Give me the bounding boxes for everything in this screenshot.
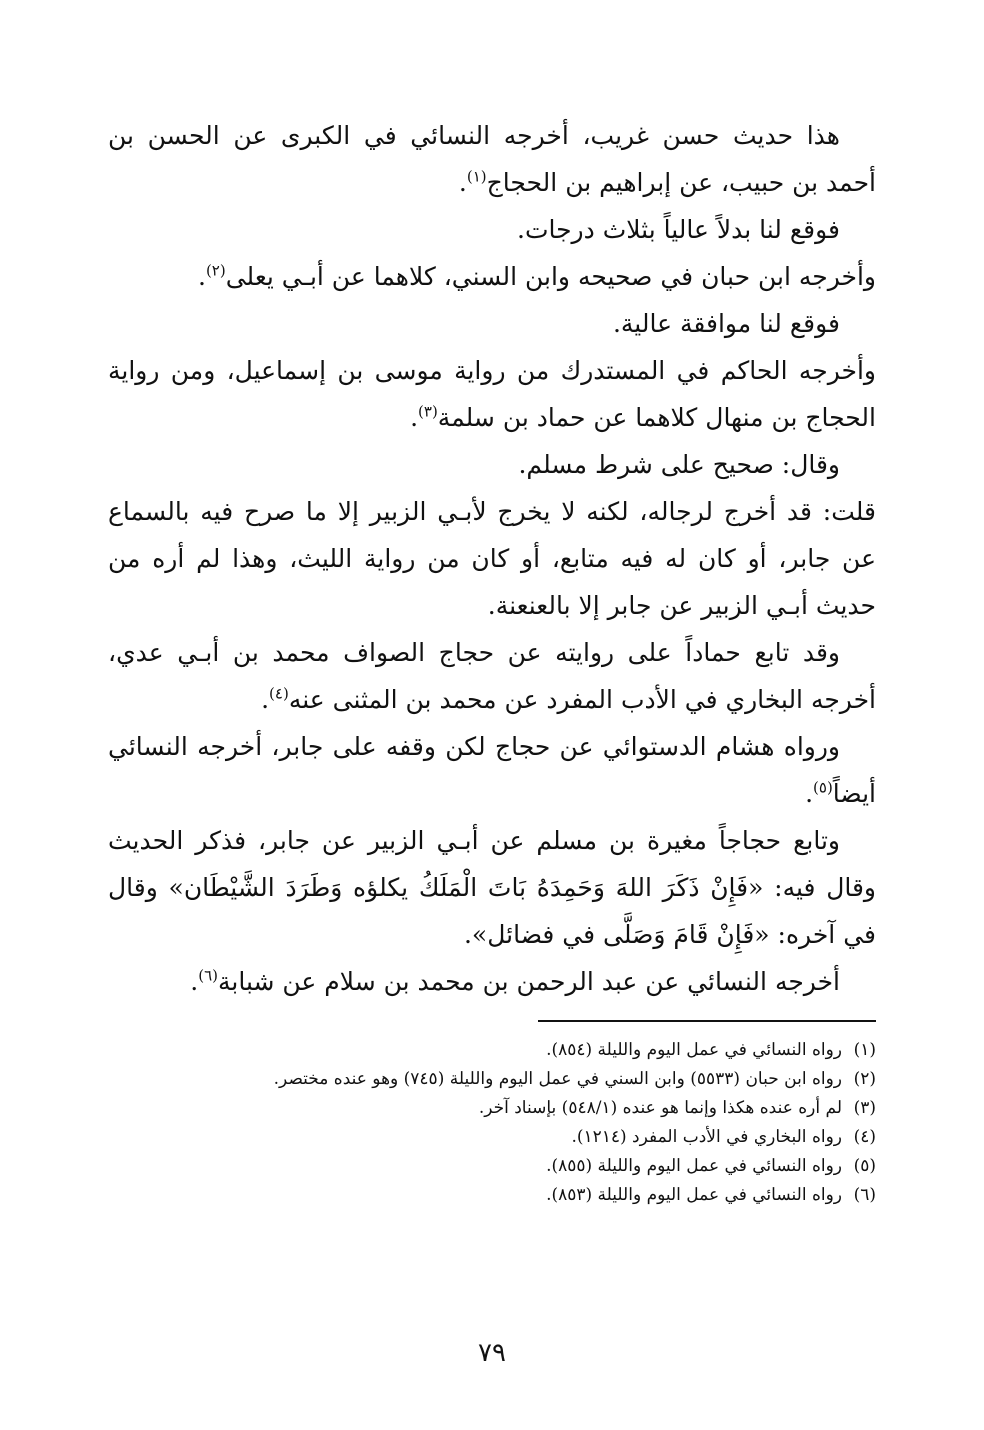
paragraph-5-end: .: [410, 403, 419, 432]
footnote-number: (٣): [853, 1098, 876, 1118]
paragraph-8: [108, 629, 876, 723]
main-text: [108, 112, 876, 1005]
footnote-number: (٢): [853, 1069, 876, 1089]
footnote-item: [108, 1094, 876, 1123]
footnote-item: [108, 1152, 876, 1181]
paragraph-11: [108, 958, 876, 1005]
footnote-number: (٦): [853, 1185, 876, 1205]
footnote-text: رواه ابن حبان (٥٥٣٣) وابن السني في عمل اليوم والليلة (٧٤٥) وهو عنده مختصر.: [273, 1069, 842, 1089]
footnote-number: (٥): [853, 1156, 876, 1176]
paragraph-6: وقال: صحيح على شرط مسلم.: [518, 450, 840, 479]
footnote-text: رواه النسائي في عمل اليوم والليلة (٨٥٣).: [546, 1185, 842, 1205]
footnote-ref-1[interactable]: (١): [466, 167, 487, 186]
paragraph-8-end: .: [261, 685, 270, 714]
footnote-item: [108, 1065, 876, 1094]
paragraph-3: [108, 253, 876, 300]
paragraph-7: قلت: قد أخرج لرجاله، لكنه لا يخرج لأبـي الزبير إلا ما صرح فيه بالسماع عن جابر، أو كان له فيه متابع، أو كان من رواية الليث، وهذا لم أره من حديث أبـي الزبير عن جابر إلا بالعنعنة.: [108, 497, 876, 620]
footnote-number: (٤): [853, 1127, 876, 1147]
footnote-divider: [538, 1020, 876, 1022]
footnote-item: [108, 1123, 876, 1152]
footnote-item: [108, 1036, 876, 1065]
paragraph-4: فوقع لنا موافقة عالية.: [612, 309, 840, 338]
paragraph-1: [108, 112, 876, 206]
paragraph-9-text: ورواه هشام الدستوائي عن حجاج لكن وقفه على جابر، أخرجه النسائي أيضاً: [108, 732, 876, 808]
footnote-ref-6[interactable]: (٦): [198, 966, 218, 985]
footnote-ref-4[interactable]: (٤): [269, 684, 289, 703]
paragraph-9-end: .: [805, 779, 814, 808]
footnote-ref-5[interactable]: (٥): [813, 778, 833, 797]
paragraph-1-text: هذا حديث حسن غريب، أخرجه النسائي في الكبرى عن الحسن بن أحمد بن حبيب، عن إبراهيم بن الحجاج: [108, 121, 876, 197]
paragraph-11-text: أخرجه النسائي عن عبد الرحمن بن محمد بن سلام عن شبابة: [217, 967, 840, 996]
paragraph-5-text: وأخرجه الحاكم في المستدرك من رواية موسى بن إسماعيل، ومن رواية الحجاج بن منهال كلاهما عن حماد بن سلمة: [108, 356, 876, 432]
paragraph-3-text: وأخرجه ابن حبان في صحيحه وابن السني، كلاهما عن أبـي يعلى: [225, 262, 876, 291]
footnote-ref-2[interactable]: (٢): [205, 261, 226, 280]
footnote-text: رواه النسائي في عمل اليوم والليلة (٨٥٥).: [546, 1156, 842, 1176]
paragraph-10: وتابع حجاجاً مغيرة بن مسلم عن أبـي الزبير عن جابر، فذكر الحديث وقال فيه: «فَإِنْ ذَكَرَ اللهَ وَحَمِدَهُ بَاتَ الْمَلَكُ يكلؤه وَطَرَدَ الشَّيْطَان» وقال في آخره: «فَإِنْ قَامَ وَصَلَّى في فضائل».: [108, 826, 876, 949]
footnote-text: لم أره عنده هكذا وإنما هو عنده (٥٤٨/١) بإسناد آخر.: [478, 1098, 842, 1118]
paragraph-2: فوقع لنا بدلاً عالياً بثلاث درجات.: [517, 215, 840, 244]
page-number: ٧٩: [478, 1338, 506, 1368]
paragraph-5: [108, 347, 876, 441]
footnote-ref-3[interactable]: (٣): [418, 402, 438, 421]
footnote-text: رواه البخاري في الأدب المفرد (١٢١٤).: [571, 1127, 842, 1147]
paragraph-3-end: .: [197, 262, 206, 291]
paragraph-9: [108, 723, 876, 817]
footnote-text: رواه النسائي في عمل اليوم والليلة (٨٥٤).: [546, 1040, 842, 1060]
paragraph-8-text: وقد تابع حماداً على روايته عن حجاج الصواف محمد بن أبـي عدي، أخرجه البخاري في الأدب المفرد عن محمد بن المثنى عنه: [108, 638, 876, 714]
footnote-item: [108, 1181, 876, 1210]
paragraph-11-end: .: [190, 967, 199, 996]
footnotes: [108, 1036, 876, 1210]
footnote-number: (١): [853, 1040, 876, 1060]
paragraph-1-end: .: [458, 168, 467, 197]
